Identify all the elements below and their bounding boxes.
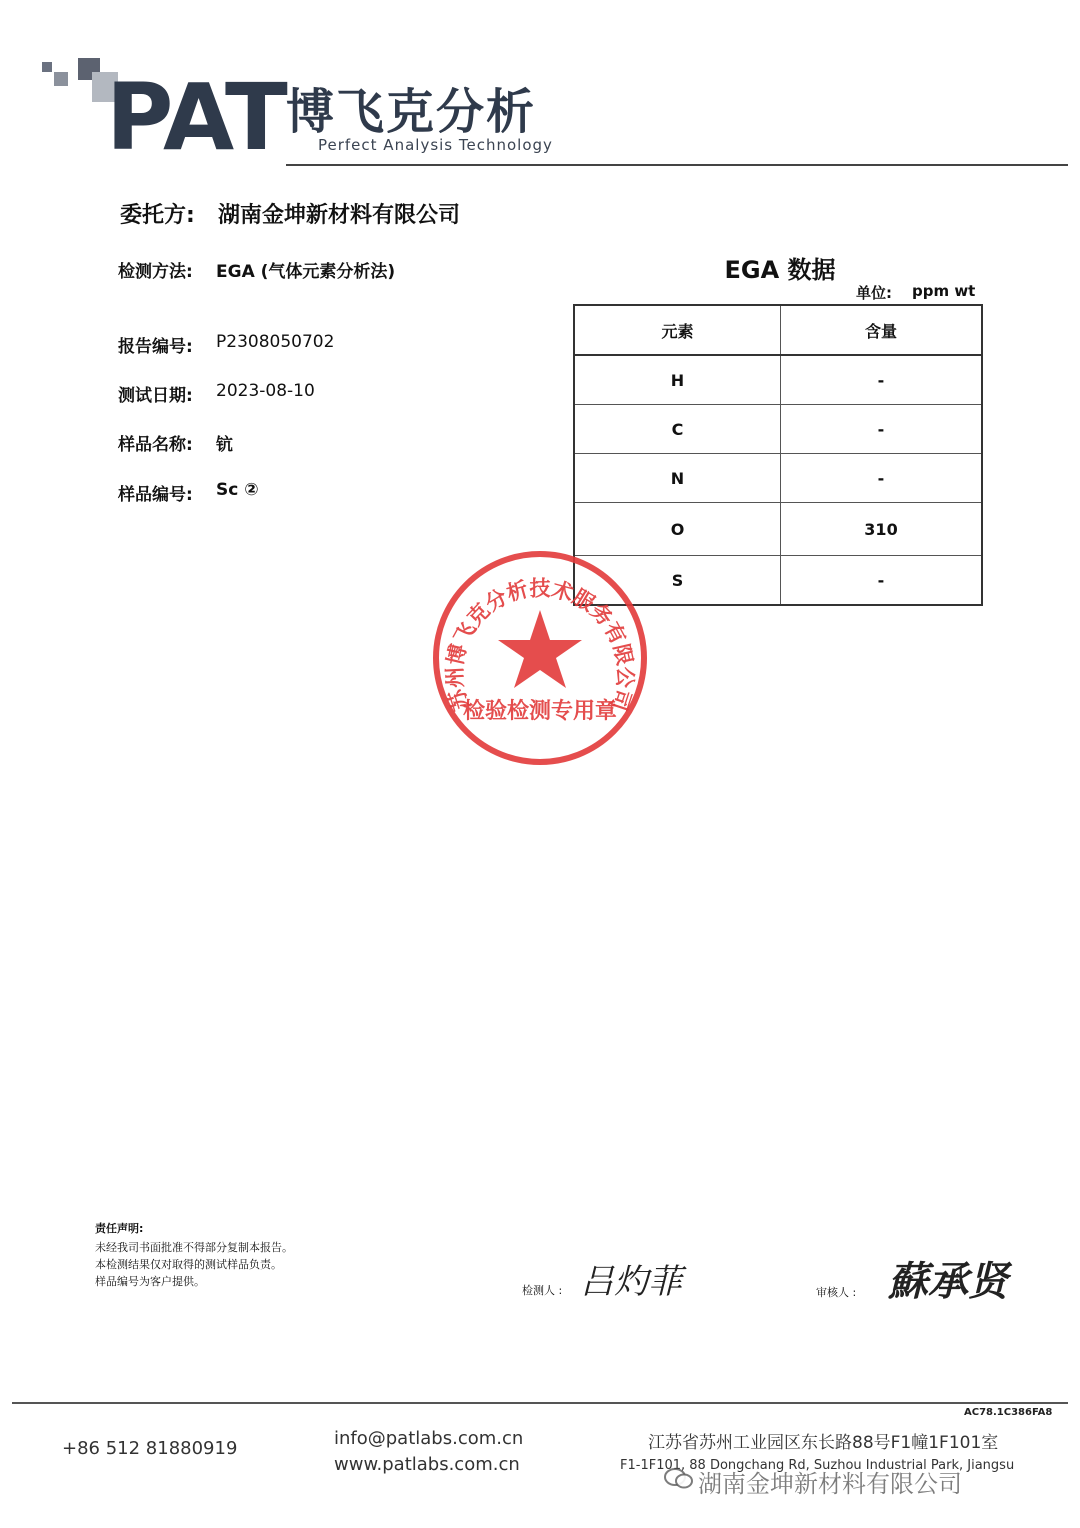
sample-id-label: 样品编号: (118, 485, 193, 505)
value-cell: - (781, 454, 983, 503)
table-row (574, 405, 982, 454)
footer-address-english: F1-1F101, 88 Dongchang Rd, Suzhou Industrial Park, Jiangsu (620, 1458, 1015, 1473)
seal-ring-text: 苏州博飞克分析技术服务有限公司 (442, 576, 638, 714)
wechat-icon (664, 1466, 694, 1492)
disclaimer-title: 责任声明: (95, 1222, 144, 1235)
client-label: 委托方: (120, 203, 195, 228)
logo-square (42, 62, 52, 72)
value-cell: - (781, 556, 983, 606)
watermark-text: 湖南金坤新材料有限公司 (698, 1470, 962, 1498)
disclaimer-line: 样品编号为客户提供。 (95, 1275, 205, 1288)
reviewer-signature: 蘇承贤 (888, 1258, 1008, 1305)
table-row (574, 355, 982, 405)
tester-signature: 吕灼菲 (580, 1262, 682, 1302)
element-cell: S (574, 556, 781, 606)
sample-name-value: 钪 (216, 435, 233, 455)
value-cell: - (781, 405, 983, 454)
unit-value: ppm wt (912, 282, 976, 300)
ega-title: EGA 数据 (724, 256, 836, 284)
value-cell: 310 (781, 503, 983, 556)
report-number-value: P2308050702 (216, 332, 335, 352)
official-seal (430, 548, 650, 768)
value-cell: - (781, 355, 983, 405)
report-number-label: 报告编号: (118, 337, 193, 357)
logo-chinese-name: 博飞克分析 (286, 84, 537, 140)
disclaimer-line: 本检测结果仅对取得的测试样品负责。 (95, 1258, 282, 1271)
sample-id-value: Sc ② (216, 480, 259, 500)
element-cell: N (574, 454, 781, 503)
table-header-row (574, 305, 982, 355)
seal-bottom-text: 检验检测专用章 (462, 699, 618, 724)
logo-mark: PAT (106, 64, 286, 171)
footer-divider (12, 1402, 1068, 1404)
document-code: AC78.1C386FA8 (964, 1407, 1053, 1418)
star-icon (498, 610, 582, 688)
method-value: EGA (气体元素分析法) (216, 262, 396, 282)
tester-label: 检测人 : (522, 1284, 563, 1297)
column-header-content: 含量 (781, 305, 983, 355)
reviewer-label: 审核人 : (816, 1286, 857, 1299)
disclaimer-line: 未经我司书面批准不得部分复制本报告。 (95, 1241, 293, 1254)
method-label: 检测方法: (118, 262, 193, 282)
element-cell: C (574, 405, 781, 454)
footer-email-link[interactable]: info@patlabs.com.cn (334, 1428, 524, 1449)
column-header-element: 元素 (574, 305, 781, 355)
element-cell: H (574, 355, 781, 405)
logo-english-name: Perfect Analysis Technology (318, 136, 553, 154)
footer-phone: +86 512 81880919 (62, 1438, 238, 1459)
test-date-value: 2023-08-10 (216, 381, 315, 401)
footer-address-chinese: 江苏省苏州工业园区东长路88号F1幢1F101室 (648, 1433, 999, 1453)
table-row (574, 454, 982, 503)
logo-square (54, 72, 68, 86)
client-name: 湖南金坤新材料有限公司 (218, 203, 461, 228)
sample-name-label: 样品名称: (118, 435, 193, 455)
footer-website-link[interactable]: www.patlabs.com.cn (334, 1454, 520, 1475)
test-date-label: 测试日期: (118, 386, 193, 406)
unit-label: 单位: (856, 284, 892, 302)
element-cell: O (574, 503, 781, 556)
header-divider (286, 164, 1068, 166)
